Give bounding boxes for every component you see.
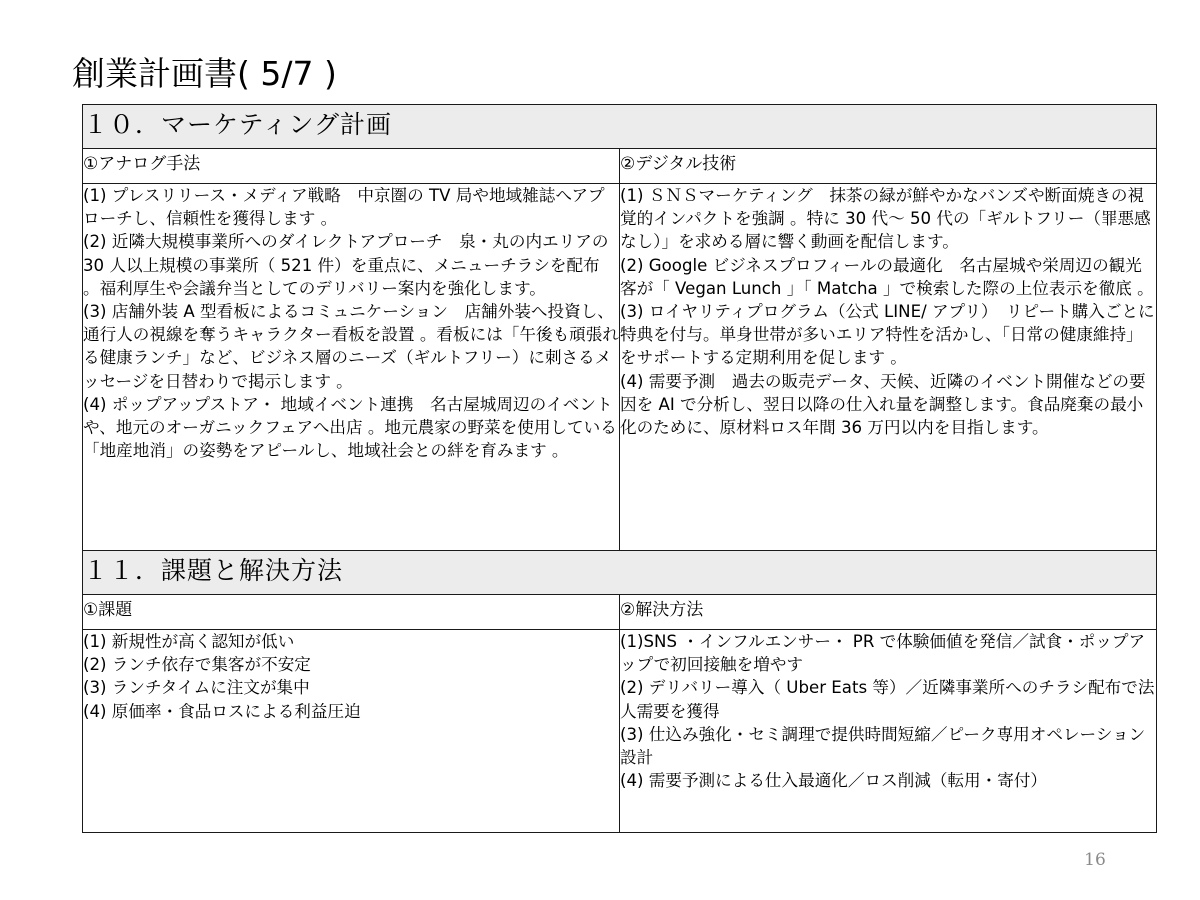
analog-item: (2) 近隣大規模事業所へのダイレクトアプローチ 泉・丸の内エリアの 30 人以上規模の事業所（ 521 件）を重点に、メニューチラシを配布 。福利厚生や会議弁当としてのデリバリー案内を強化します。	[83, 232, 609, 298]
digital-item: (2) Google ビジネスプロフィールの最適化 名古屋城や栄周辺の観光客が「 Vegan Lunch 」「 Matcha 」で検索した際の上位表示を徹底 。	[620, 255, 1154, 298]
problem-item: (3) ランチタイムに注文が集中	[83, 678, 310, 698]
page-title: 創業計画書( 5/7 )	[72, 54, 337, 93]
analog-methods-cell	[83, 184, 620, 551]
digital-item: (3) ロイヤリティプログラム（公式 LINE/ アプリ） リピート購入ごとに特典を付与。単身世帯が多いエリア特性を活かし、「日常の健康維持」をサポートする定期利用を促します 。	[620, 302, 1155, 368]
solution-item: (1)SNS ・インフルエンサー・ PR で体験価値を発信／試食・ポップアップで初回接触を増やす	[620, 632, 1146, 675]
page-number: 16	[1084, 850, 1106, 870]
digital-technology-header: ②デジタル技術	[620, 149, 1157, 184]
problem-item: (2) ランチ依存で集客が不安定	[83, 655, 311, 675]
solutions-cell	[620, 630, 1157, 833]
marketing-section-title: １０．マーケティング計画	[83, 105, 1157, 149]
digital-item: (4) 需要予測 過去の販売データ、天候、近隣のイベント開催などの要因を AI で分析し、翌日以降の仕入れ量を調整します。食品廃棄の最小化のために、原材料ロス年間 36 万円以内を目指します。	[620, 371, 1146, 438]
issues-section-title: １１．課題と解決方法	[83, 551, 1157, 595]
problem-item: (4) 原価率・食品ロスによる利益圧迫	[83, 701, 361, 721]
problem-item: (1) 新規性が高く認知が低い	[83, 632, 295, 651]
issues-body-row	[83, 630, 1157, 833]
solutions-header: ②解決方法	[620, 595, 1157, 630]
problems-cell	[83, 630, 620, 833]
issues-section-header-row	[83, 551, 1157, 595]
solution-item: (4) 需要予測による仕入最適化／ロス削減（転用・寄付）	[620, 771, 1048, 791]
business-plan-table	[82, 104, 1157, 833]
solution-item: (2) デリバリー導入（ Uber Eats 等）／近隣事業所へのチラシ配布で法人需要を獲得	[620, 678, 1155, 721]
digital-item: (1) ＳＮＳマーケティング 抹茶の緑が鮮やかなバンズや断面焼きの視覚的インパクトを強調 。特に 30 代〜 50 代の「ギルトフリー（罪悪感なし）」を求める層に響く動画を配信します。	[620, 186, 1151, 252]
analog-item: (4) ポップアップストア・ 地域イベント連携 名古屋城周辺のイベントや、地元のオーガニックフェアへ出店 。地元農家の野菜を使用している「地産地消」の姿勢をアピールし、地域社会との絆を育みます 。	[83, 394, 617, 461]
solution-item: (3) 仕込み強化・セミ調理で提供時間短縮／ピーク専用オペレーション設計	[620, 724, 1146, 768]
digital-technology-cell	[620, 184, 1157, 551]
problems-header: ①課題	[83, 595, 620, 630]
marketing-body-row	[83, 184, 1157, 551]
marketing-subheader-row	[83, 149, 1157, 184]
marketing-section-header-row	[83, 105, 1157, 149]
issues-subheader-row	[83, 595, 1157, 630]
analog-item: (3) 店舗外装 A 型看板によるコミュニケーション 店舗外装へ投資し、通行人の視線を奪うキャラクター看板を設置 。看板には「午後も頑張れる健康ランチ」など、ビジネス層のニーズ（ギルトフリー）に刺さるメッセージを日替わりで掲示します 。	[83, 302, 619, 391]
analog-methods-header: ①アナログ手法	[83, 149, 620, 184]
analog-item: (1) プレスリリース・メディア戦略 中京圏の TV 局や地域雑誌へアプローチし、信頼性を獲得します 。	[83, 186, 605, 229]
